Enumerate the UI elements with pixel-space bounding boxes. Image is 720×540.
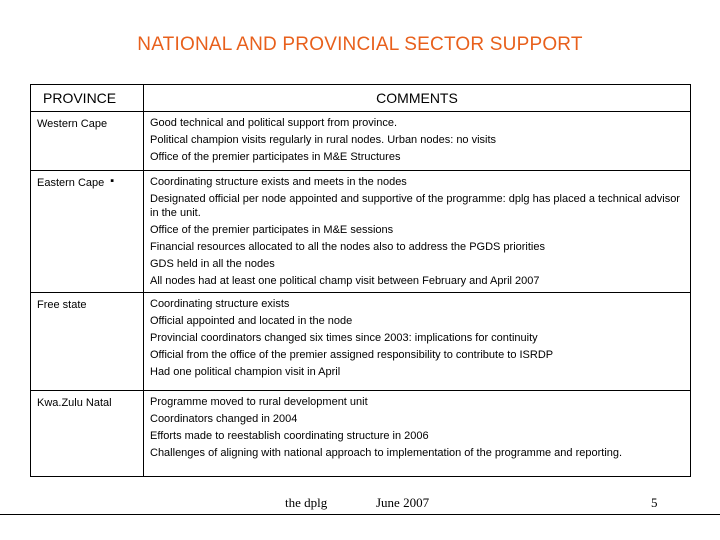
province-cell [31, 112, 144, 171]
header-comments: COMMENTS [144, 85, 691, 112]
comment-line: Financial resources allocated to all the nodes also to address the PGDS priorities [150, 241, 545, 253]
table-row [31, 391, 691, 477]
province-name: Western Cape [37, 118, 108, 130]
footer-org: the dplg [285, 495, 328, 510]
page-number: 5 [651, 495, 658, 510]
comment-line: Good technical and political support from province. [150, 117, 398, 129]
province-name: Free state [37, 299, 87, 311]
table-row [31, 171, 691, 293]
comment-line: Coordinating structure exists and meets in the nodes [150, 176, 407, 188]
comment-line: All nodes had at least one political champ visit between February and April 2007 [150, 275, 540, 287]
comment-line: Coordinators changed in 2004 [150, 413, 298, 425]
bullet-marker: ▪ [110, 175, 115, 187]
comment-line: Official appointed and located in the node [150, 315, 353, 327]
comment-line: Political champion visits regularly in rural nodes. Urban nodes: no visits [150, 134, 497, 146]
province-cell [31, 391, 144, 477]
province-cell [31, 171, 144, 293]
table-header-row [31, 85, 691, 112]
table-row [31, 112, 691, 171]
comment-line: Programme moved to rural development unit [150, 396, 368, 408]
comment-line: Provincial coordinators changed six times since 2003: implications for continuity [150, 332, 538, 344]
comments-cell [144, 293, 691, 391]
comments-cell [144, 112, 691, 171]
comment-line: Challenges of aligning with national approach to implementation of the programme and reporting. [150, 447, 623, 459]
comment-line: Had one political champion visit in April [150, 366, 341, 378]
comment-line: Official from the office of the premier assigned responsibility to contribute to ISRDP [150, 349, 554, 361]
page-title: NATIONAL AND PROVINCIAL SECTOR SUPPORT [137, 34, 583, 55]
comment-line: Designated official per node appointed and supportive of the programme: dplg has placed a technical advisor in the unit. [150, 193, 680, 219]
footer-divider [0, 514, 720, 515]
comment-line: Coordinating structure exists [150, 298, 290, 310]
comment-line: Office of the premier participates in M&E sessions [150, 224, 394, 236]
comment-line: GDS held in all the nodes [150, 258, 275, 270]
province-cell [31, 293, 144, 391]
province-name: Eastern Cape [37, 177, 105, 189]
comment-line: Efforts made to reestablish coordinating structure in 2006 [150, 430, 429, 442]
footer-date: June 2007 [376, 495, 430, 510]
comments-cell [144, 171, 691, 293]
province-name: Kwa.Zulu Natal [37, 397, 112, 409]
table-row [31, 293, 691, 391]
support-table [30, 84, 691, 477]
comments-cell [144, 391, 691, 477]
comment-line: Office of the premier participates in M&E Structures [150, 151, 401, 163]
header-province: PROVINCE [31, 85, 144, 112]
